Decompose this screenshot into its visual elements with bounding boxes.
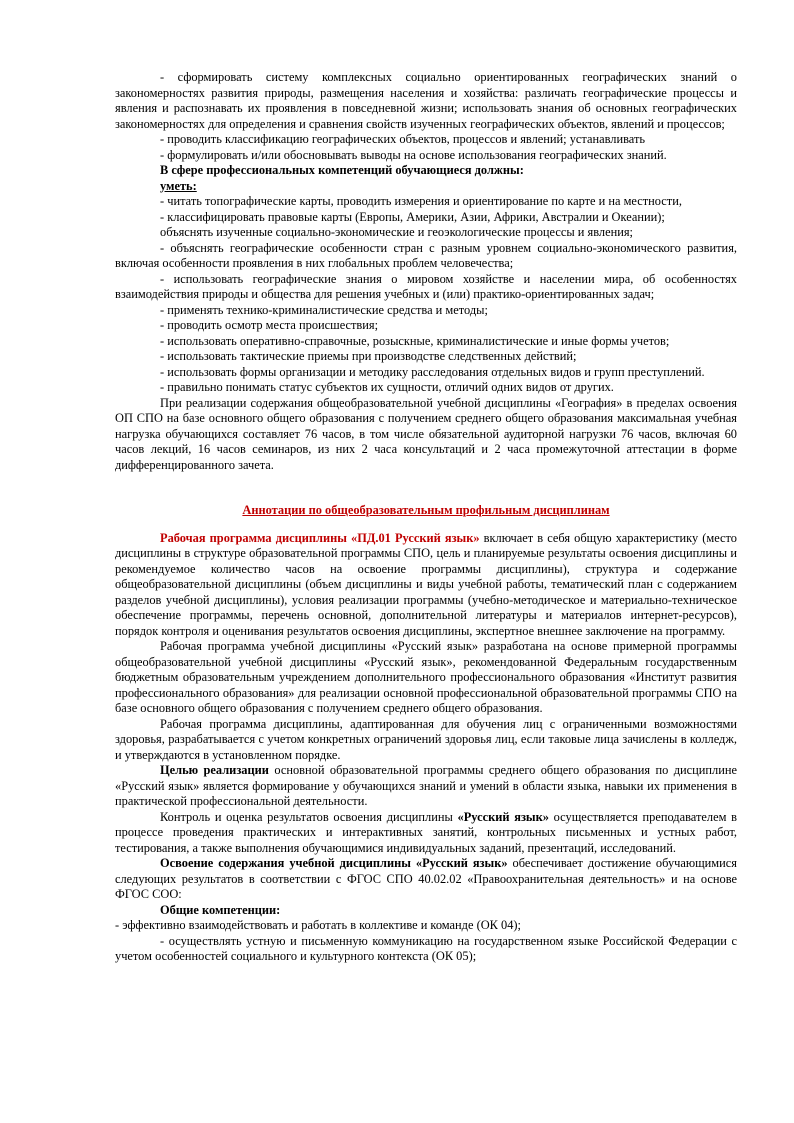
rus-control-text-c: осуществляется преподавателем в процессе проведения практических и интерактивных занятий, контрольных письменных и устных работ, тестирования, а также выполнения обучающимися индивидуальных заданий, презентаций, исследований. xyxy=(115,809,737,855)
skill-item: - классифицировать правовые карты (Европы, Америки, Азии, Африки, Австралии и Океании); xyxy=(160,209,665,224)
geo-hours-paragraph: При реализации содержания общеобразовательной учебной дисциплины «География» в пределах освоения ОП СПО на базе основного общего образования с получением среднего общего образования максимальная учебная нагрузка обучающихся составляет 76 часов, в том числе обязательной аудиторной нагрузки 76 часов, включая 60 часов лекций, 16 часов семинаров, из них 2 часа консультаций и 2 часа промежуточной аттестации в форме дифференцированного зачета. xyxy=(115,395,737,472)
rus-goal-text: основной образовательной программы среднего общего образования по дисциплине «Русский язык» является формирование у обучающихся знаний и умений в области языка, навыки их применения в практической профессиональной деятельности. xyxy=(115,763,737,808)
skill-item: - использовать тактические приемы при производстве следственных действий; xyxy=(160,349,577,363)
skill-item: - применять технико-криминалистические средства и методы; xyxy=(160,302,488,317)
rus-goal-paragraph xyxy=(115,763,737,810)
rus-mastery-text: обеспечивает достижение обучающимися следующих результатов в соответствии с ФГОС СПО 40.02.02 «Правоохранительная деятельность» и на основе ФГОС СОО: xyxy=(115,856,737,901)
skill-item: - читать топографические карты, проводить измерения и ориентирование по карте и на местности, xyxy=(160,194,682,208)
skill-item: - проводить осмотр места происшествия; xyxy=(160,318,379,332)
skill-item: - объяснять географические особенности стран с разным уровнем социально-экономического развития, включая особенности проявления в них глобальных проблем человечества; xyxy=(115,240,737,270)
rus-program-text: включает в себя общую характеристику (место дисциплины в структуре образовательной программы СПО, цель и планируемые результаты освоения дисциплины и рекомендуемое количество часов на освоение программы дисциплины), структура и содержание общеобразовательной дисциплины (объем дисциплины и виды учебной работы, тематический план с содержанием разделов учебной дисциплины), условия реализации программы (учебно-методическое и материально-техническое обеспечение программы, перечень основной, дополнительной литературы и материалов интернет-ресурсов), порядок контроля и оценивания результатов освоения дисциплины, экспертное внешнее заключение на программу. xyxy=(115,530,737,638)
geo-goal-3: - формулировать и/или обосновывать выводы на основе использования географических знаний. xyxy=(160,147,667,162)
document-page xyxy=(115,70,737,965)
rus-goal-label: Целью реализации xyxy=(160,763,269,777)
rus-control-subject: «Русский язык» xyxy=(457,809,549,824)
rus-control-text-a: Контроль и оценка результатов освоения дисциплины xyxy=(160,809,458,824)
annotations-heading: Аннотации по общеобразовательным профильным дисциплинам xyxy=(242,503,610,517)
rus-mastery-paragraph xyxy=(115,856,737,903)
geo-goal-1: - сформировать систему комплексных социально ориентированных географических знаний о закономерностях развития природы, размещения населения и хозяйства: различать географические процессы и явления и распознавать их проявления в повседневной жизни; использовать знания об основных географических закономерностях для определения и сравнения свойств изученных географических объектов, явлений и процессов; xyxy=(115,70,737,131)
rus-mastery-label: Освоение содержания учебной дисциплины «Русский язык» xyxy=(160,856,508,870)
competence-item: - эффективно взаимодействовать и работать в коллективе и команде (ОК 04); xyxy=(115,918,521,932)
skill-item: - использовать географические знания о мировом хозяйстве и населении мира, об особенностях взаимодействия природы и общества для решения учебных и (или) практико-ориентированных задач; xyxy=(115,271,737,301)
rus-basis-paragraph: Рабочая программа учебной дисциплины «Русский язык» разработана на основе примерной программы общеобразовательной учебной дисциплины «Русский язык», рекомендованной Федеральным государственным бюджетным образовательным учреждением дополнительного профессионального образования «Институт развития профессионального образования» для реализации основной профессиональной образовательной программы СПО на базе основного общего образования с получением среднего общего образования. xyxy=(115,639,737,715)
rus-adapted-paragraph: Рабочая программа дисциплины, адаптированная для обучения лиц с ограниченными возможностями здоровья, разрабатывается с учетом конкретных ограничений здоровья лиц, если таковые лица зачислены в колледж, и утверждаются в установленном порядке. xyxy=(115,716,737,762)
skill-item: - использовать оперативно-справочные, розыскные, криминалистические и иные формы учетов; xyxy=(160,333,670,348)
rus-program-paragraph xyxy=(115,531,737,640)
rus-control-paragraph xyxy=(115,810,737,857)
skill-item: объяснять изученные социально-экономические и геоэкологические процессы и явления; xyxy=(160,225,633,239)
skill-item: - правильно понимать статус субъектов их сущности, отличий одних видов от других. xyxy=(160,380,614,394)
competence-item: - осуществлять устную и письменную коммуникацию на государственном языке Российской Федерации с учетом особенностей социального и культурного контекста (ОК 05); xyxy=(115,933,737,963)
prof-competence-heading: В сфере профессиональных компетенций обучающиеся должны: xyxy=(160,163,524,177)
skill-item: - использовать формы организации и методику расследования отдельных видов и групп преступлений. xyxy=(160,364,705,379)
geo-goal-2: - проводить классификацию географических объектов, процессов и явлений; устанавливать xyxy=(160,132,646,146)
skills-heading: уметь: xyxy=(160,178,197,193)
general-competence-heading: Общие компетенции: xyxy=(160,902,281,917)
rus-program-title: Рабочая программа дисциплины «ПД.01 Русский язык» xyxy=(160,530,480,545)
